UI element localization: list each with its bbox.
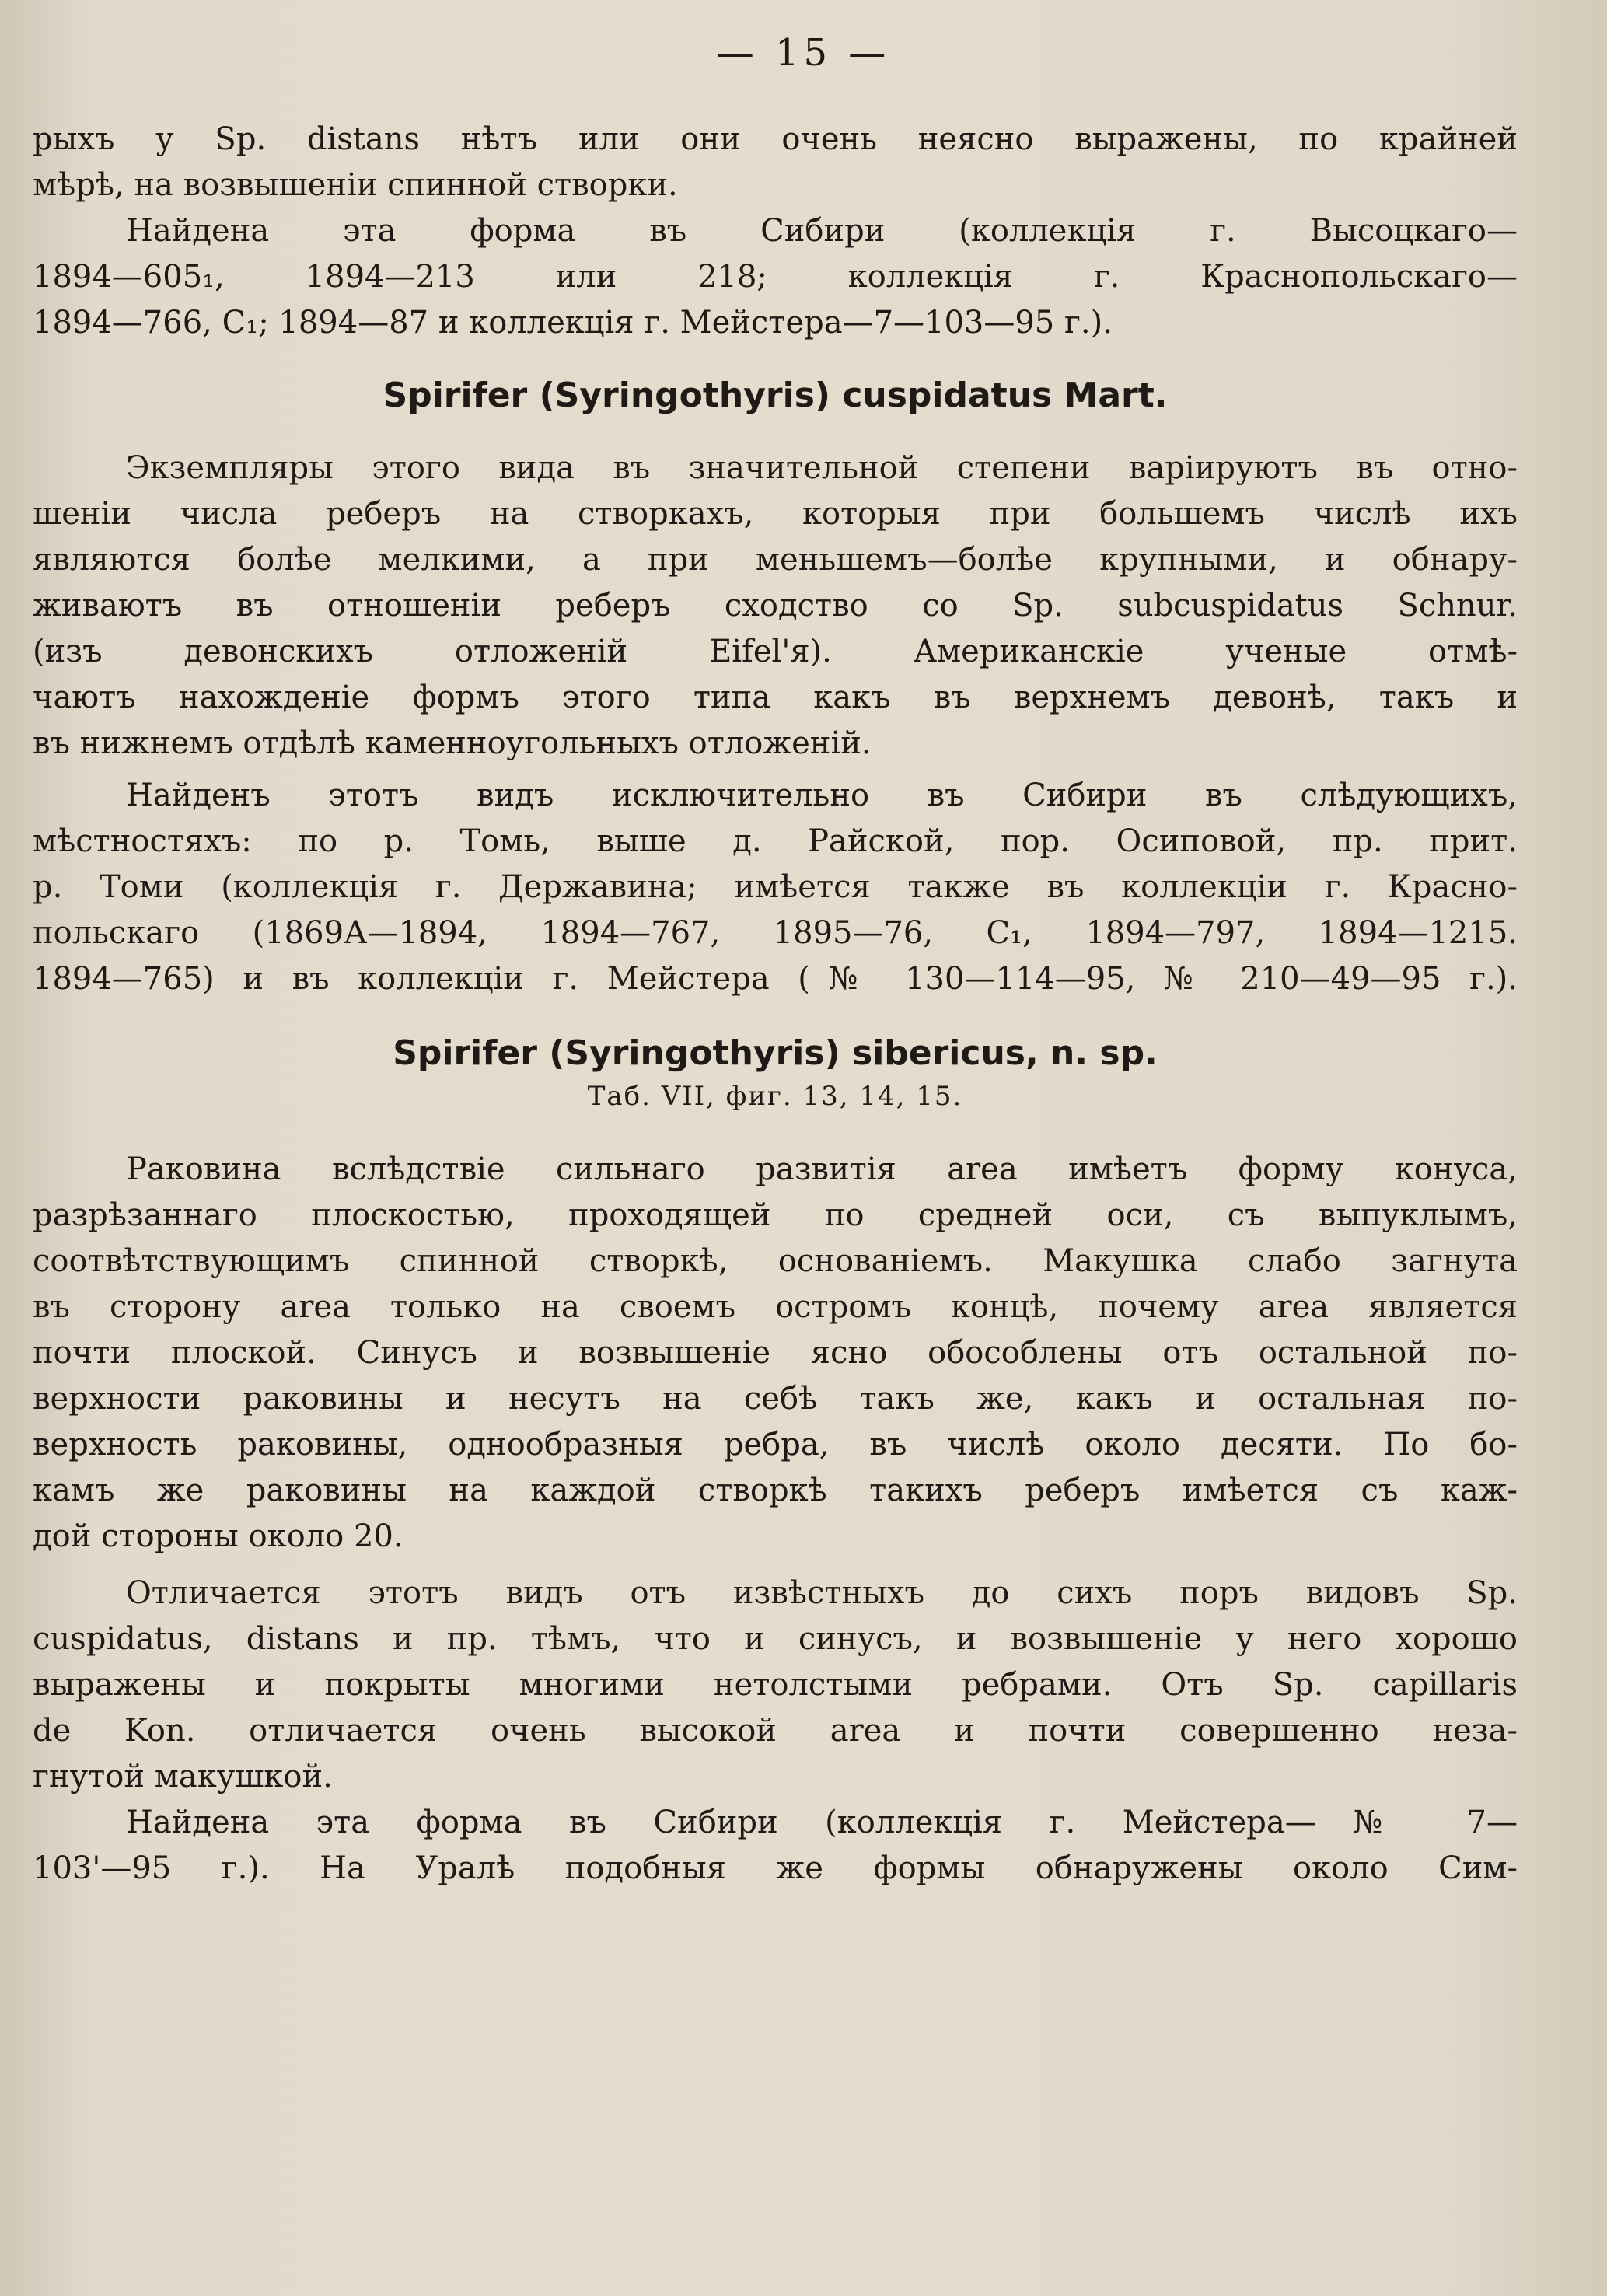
paragraph-sibericus-comparison xyxy=(33,1571,1518,1800)
text-line: въ сторону area только на своемъ остромъ концѣ, почему area является xyxy=(33,1289,1518,1325)
text-line: верхность раковины, однообразныя ребра, въ числѣ около десяти. По бо- xyxy=(33,1427,1518,1463)
page-number: — 15 — xyxy=(716,31,891,75)
text-line: камъ же раковины на каждой створкѣ такихъ реберъ имѣется съ каж- xyxy=(33,1473,1518,1508)
species-heading-sibericus: Spirifer (Syringothyris) sibericus, n. sp. xyxy=(393,1033,1158,1073)
text-line: разрѣзаннаго плоскостью, проходящей по средней оси, съ выпуклымъ, xyxy=(33,1197,1518,1233)
text-line: въ нижнемъ отдѣлѣ каменноугольныхъ отложеній. xyxy=(33,725,872,761)
text-line: р. Томи (коллекція г. Державина; имѣется также въ коллекціи г. Красно- xyxy=(33,869,1518,905)
text-line: Найдена эта форма въ Сибири (коллекція г. Высоцкаго— xyxy=(126,213,1518,249)
text-line: Отличается этотъ видъ отъ извѣстныхъ до сихъ поръ видовъ Sp. xyxy=(126,1575,1518,1611)
text-line: Экземпляры этого вида въ значительной степени варіируютъ въ отно- xyxy=(126,450,1518,486)
text-line: верхности раковины и несутъ на себѣ такъ же, какъ и остальная по- xyxy=(33,1381,1518,1417)
text-line: живаютъ въ отношеніи реберъ сходство со Sp. subcuspidatus Schnur. xyxy=(33,588,1518,624)
paragraph-sibericus-description xyxy=(33,1147,1518,1560)
paragraph-locality-1 xyxy=(33,208,1518,346)
text-line: de Kon. отличается очень высокой area и почти совершенно неза- xyxy=(33,1713,1518,1749)
page-content xyxy=(33,117,1518,1892)
text-line: рыхъ у Sp. distans нѣтъ или они очень неясно выражены, по крайней xyxy=(33,121,1518,157)
text-line: (изъ девонскихъ отложеній Eifel'я). Американскіе ученые отмѣ- xyxy=(33,634,1518,669)
text-line: cuspidatus, distans и пр. тѣмъ, что и синусъ, и возвышеніе у него хорошо xyxy=(33,1621,1518,1657)
text-line: польскаго (1869А—1894, 1894—767, 1895—76, C₁, 1894—797, 1894—1215. xyxy=(33,915,1518,951)
plate-reference: Таб. VII, фиг. 13, 14, 15. xyxy=(587,1081,963,1112)
text-line: 103'—95 г.). На Уралѣ подобныя же формы обнаружены около Сим- xyxy=(33,1850,1518,1886)
paragraph-sibericus-locality xyxy=(33,1800,1518,1892)
text-line: мѣрѣ, на возвышеніи спинной створки. xyxy=(33,167,678,203)
text-line: Найдена эта форма въ Сибири (коллекція г. Мейстера—№ 7— xyxy=(126,1805,1518,1840)
paragraph-cuspidatus-description xyxy=(33,446,1518,767)
text-line: выражены и покрыты многими нетолстыми ребрами. Отъ Sp. capillaris xyxy=(33,1667,1518,1703)
text-line: гнутой макушкой. xyxy=(33,1759,333,1795)
species-heading-cuspidatus: Spirifer (Syringothyris) cuspidatus Mart. xyxy=(383,376,1168,415)
text-line: чаютъ нахожденіе формъ этого типа какъ въ верхнемъ девонѣ, такъ и xyxy=(33,680,1518,715)
text-line: дой стороны около 20. xyxy=(33,1518,403,1554)
text-line: соотвѣтствующимъ спинной створкѣ, основаніемъ. Макушка слабо загнута xyxy=(33,1243,1518,1279)
text-line: мѣстностяхъ: по р. Томь, выше д. Райской, пор. Осиповой, пр. прит. xyxy=(33,823,1518,859)
text-line: 1894—766, C₁; 1894—87 и коллекція г. Мейстера—7—103—95 г.). xyxy=(33,305,1113,341)
text-line: 1894—765) и въ коллекціи г. Мейстера (№ 130—114—95, № 210—49—95 г.). xyxy=(33,961,1518,997)
text-line: Найденъ этотъ видъ исключительно въ Сибири въ слѣдующихъ, xyxy=(126,778,1518,813)
text-line: Раковина вслѣдствіе сильнаго развитія area имѣетъ форму конуса, xyxy=(126,1151,1518,1187)
text-line: почти плоской. Синусъ и возвышеніе ясно обособлены отъ остальной по- xyxy=(33,1335,1518,1371)
text-line: являются болѣе мелкими, а при меньшемъ—болѣе крупными, и обнару- xyxy=(33,542,1518,578)
text-line: 1894—605₁, 1894—213 или 218; коллекція г. Краснопольскаго— xyxy=(33,259,1518,295)
text-line: шеніи числа реберъ на створкахъ, которыя при большемъ числѣ ихъ xyxy=(33,496,1518,532)
paragraph-continuation xyxy=(33,117,1518,208)
paragraph-cuspidatus-locality xyxy=(33,773,1518,1002)
